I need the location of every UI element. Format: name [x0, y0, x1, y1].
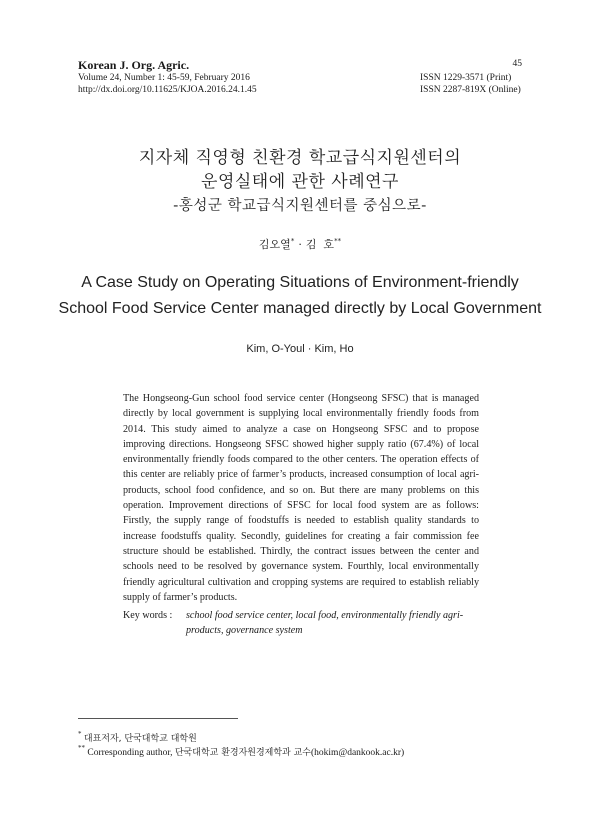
page-number: 45	[512, 59, 522, 69]
author-separator: ·	[298, 238, 302, 251]
issn-online: ISSN 2287-819X (Online)	[420, 85, 521, 95]
korean-title	[0, 146, 600, 218]
abstract-text: The Hongseong-Gun school food service center (Hongseong SFSC) that is managed directly by local government is supplying local environmentally friendly foods from 2014. This study aimed to analyze a case on Hongseong SFSC and to propose improving directions. Hongseong SFSC showed higher supply ratio (67.4%) of local environmentally friendly foods compared to the other centers. The operation effects of this center are reliably price of farmer’s products, increased consumption of local agri-products, school food confidence, and so on. But there are many problems on this operation. Improvement directions of SFSC for local food system are as follows: Firstly, the supply range of foodstuffs is needed to establish quality standards to increase foodstuffs quality. Secondly, guidelines for creating a fair commission fee structure should be established. Thirdly, the contract issues between the center and schools need to be resolved by governance system. Fourthly, local environmentally friendly agricultural cultivation and cropping systems are required to establish reliably supply of farmer’s products.	[123, 393, 479, 603]
footnote-1-text: 대표저자, 단국대학교 대학원	[83, 734, 197, 744]
footnote-2-mark: **	[78, 744, 85, 752]
footnote-2-affiliation: 단국대학교 환경자원경제학과 교수	[174, 748, 311, 758]
keywords-text: school food service center, local food, environmentally friendly agri-products, governance system	[186, 610, 464, 637]
korean-title-line1: 지자체 직영형 친환경 학교급식지원센터의	[138, 148, 462, 168]
korean-authors	[0, 236, 600, 252]
author2-ko: 김 호	[305, 238, 335, 251]
korean-subtitle: -홍성군 학교급식지원센터를 중심으로-	[173, 198, 427, 214]
author1-ko: 김오열	[258, 238, 291, 251]
journal-name: Korean J. Org. Agric.	[78, 58, 190, 72]
author2-mark: **	[334, 237, 342, 245]
english-title	[0, 270, 600, 322]
footnote-2-role: Corresponding author,	[87, 748, 173, 758]
korean-title-line2: 운영실태에 관한 사례연구	[201, 172, 399, 192]
author1-mark: *	[290, 237, 295, 245]
issn-block	[420, 58, 522, 96]
english-authors: Kim, O-Youl · Kim, Ho	[246, 343, 354, 355]
journal-header	[78, 58, 257, 96]
footnote-2	[78, 742, 404, 759]
footnote-1-mark: *	[78, 730, 82, 738]
footnote-divider	[78, 718, 238, 719]
english-title-line1: A Case Study on Operating Situations of Environment-friendly	[81, 274, 519, 291]
doi-link[interactable]: http://dx.doi.org/10.11625/KJOA.2016.24.1.45	[78, 85, 257, 95]
keywords-label: Key words :	[123, 610, 173, 621]
english-title-line2: School Food Service Center managed directly by Local Government	[58, 300, 542, 317]
footnote-2-email[interactable]: (hokim@dankook.ac.kr)	[311, 748, 405, 758]
keywords	[123, 608, 479, 639]
volume-line: Volume 24, Number 1: 45-59, February 2016	[78, 73, 250, 83]
issn-print: ISSN 1229-3571 (Print)	[420, 73, 512, 83]
